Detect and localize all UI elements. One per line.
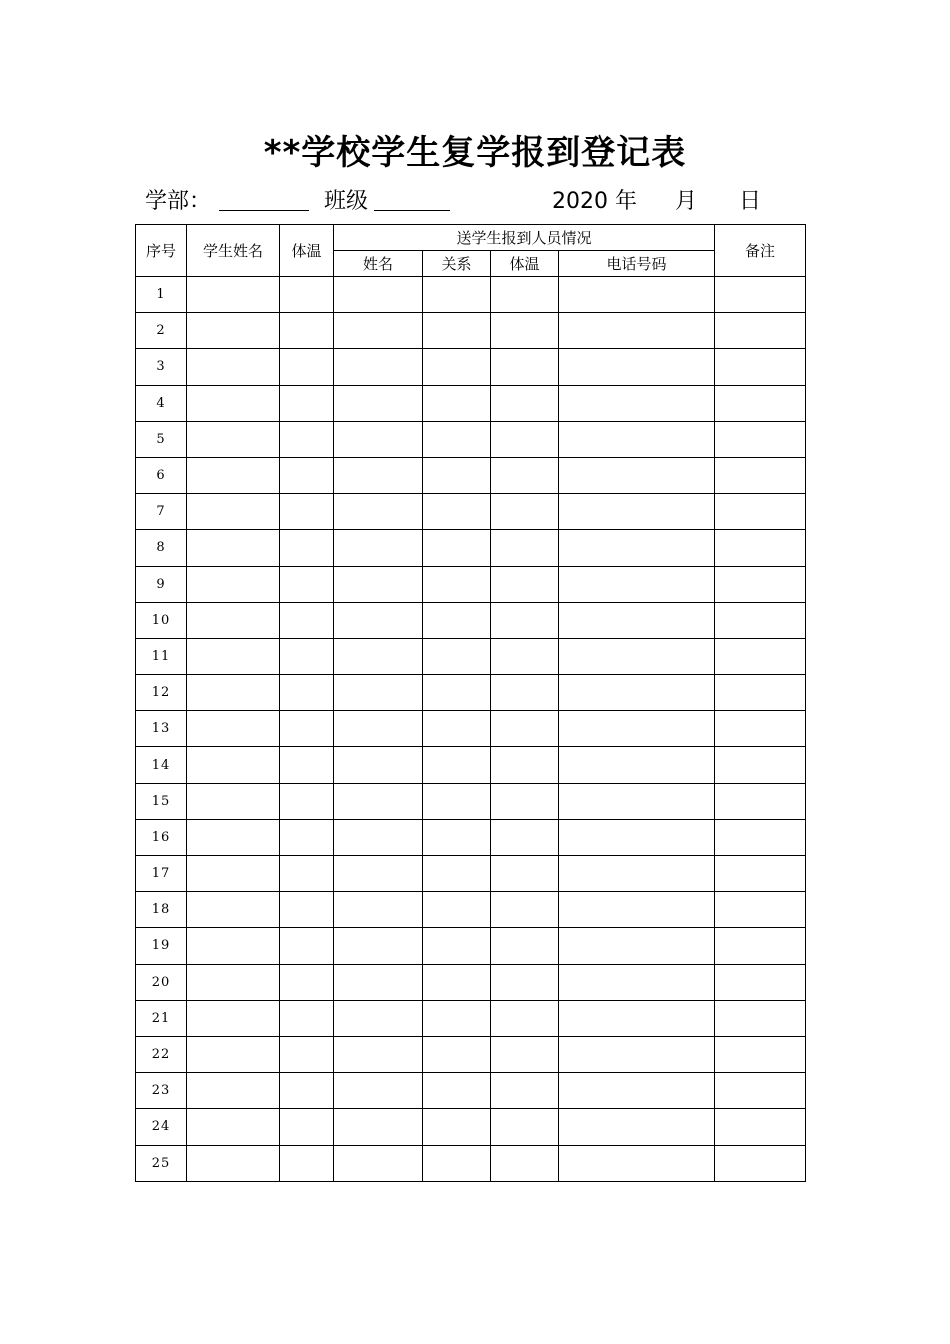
escort-temperature-cell[interactable] (491, 602, 559, 638)
escort-name-cell[interactable] (334, 783, 423, 819)
escort-phone-cell[interactable] (559, 1073, 715, 1109)
escort-phone-cell[interactable] (559, 602, 715, 638)
row-number: 9 (136, 566, 187, 602)
escort-name-cell[interactable] (334, 457, 423, 493)
escort-temperature-cell[interactable] (491, 349, 559, 385)
escort-temperature-cell[interactable] (491, 1000, 559, 1036)
escort-temperature-cell[interactable] (491, 1036, 559, 1072)
escort-relation-cell[interactable] (423, 1073, 491, 1109)
class-label: 班级 (324, 189, 369, 214)
temperature-cell[interactable] (280, 421, 334, 457)
escort-temperature-cell[interactable] (491, 530, 559, 566)
escort-name-cell[interactable] (334, 638, 423, 674)
escort-name-cell[interactable] (334, 530, 423, 566)
student-name-cell[interactable] (187, 1145, 280, 1181)
escort-relation-cell[interactable] (423, 638, 491, 674)
temperature-cell[interactable] (280, 747, 334, 783)
temperature-cell[interactable] (280, 1109, 334, 1145)
row-number: 7 (136, 494, 187, 530)
student-name-cell[interactable] (187, 530, 280, 566)
row-number: 24 (136, 1109, 187, 1145)
escort-phone-cell[interactable] (559, 856, 715, 892)
temperature-cell[interactable] (280, 819, 334, 855)
row-number: 6 (136, 457, 187, 493)
row-number: 20 (136, 964, 187, 1000)
temperature-cell[interactable] (280, 494, 334, 530)
temperature-cell[interactable] (280, 783, 334, 819)
escort-phone-cell[interactable] (559, 747, 715, 783)
temperature-cell[interactable] (280, 530, 334, 566)
escort-phone-cell[interactable] (559, 928, 715, 964)
temperature-cell[interactable] (280, 675, 334, 711)
temperature-cell[interactable] (280, 711, 334, 747)
remarks-cell[interactable] (715, 675, 806, 711)
temperature-cell[interactable] (280, 457, 334, 493)
remarks-cell[interactable] (715, 602, 806, 638)
temperature-cell[interactable] (280, 1000, 334, 1036)
table-row (136, 964, 806, 1000)
row-number: 23 (136, 1073, 187, 1109)
table-row (136, 1145, 806, 1181)
student-name-cell[interactable] (187, 421, 280, 457)
temperature-cell[interactable] (280, 928, 334, 964)
student-name-cell[interactable] (187, 349, 280, 385)
escort-temperature-cell[interactable] (491, 892, 559, 928)
escort-relation-cell[interactable] (423, 711, 491, 747)
escort-temperature-cell[interactable] (491, 277, 559, 313)
remarks-cell[interactable] (715, 638, 806, 674)
table-row (136, 856, 806, 892)
escort-name-cell[interactable] (334, 711, 423, 747)
remarks-cell[interactable] (715, 964, 806, 1000)
student-name-cell[interactable] (187, 457, 280, 493)
remarks-cell[interactable] (715, 928, 806, 964)
month-label: 月 (675, 189, 698, 214)
table-row (136, 313, 806, 349)
escort-phone-cell[interactable] (559, 783, 715, 819)
header-escort-temperature: 体温 (491, 251, 559, 277)
escort-relation-cell[interactable] (423, 457, 491, 493)
student-name-cell[interactable] (187, 747, 280, 783)
row-number: 19 (136, 928, 187, 964)
escort-name-cell[interactable] (334, 747, 423, 783)
escort-relation-cell[interactable] (423, 277, 491, 313)
row-number: 14 (136, 747, 187, 783)
header-escort-relation: 关系 (423, 251, 491, 277)
escort-relation-cell[interactable] (423, 1036, 491, 1072)
header-temperature: 体温 (280, 225, 334, 277)
table-row (136, 928, 806, 964)
table-row (136, 602, 806, 638)
escort-name-cell[interactable] (334, 1036, 423, 1072)
student-name-cell[interactable] (187, 494, 280, 530)
temperature-cell[interactable] (280, 313, 334, 349)
table-row (136, 421, 806, 457)
student-name-cell[interactable] (187, 602, 280, 638)
escort-temperature-cell[interactable] (491, 566, 559, 602)
escort-name-cell[interactable] (334, 1073, 423, 1109)
escort-phone-cell[interactable] (559, 892, 715, 928)
escort-temperature-cell[interactable] (491, 1073, 559, 1109)
escort-name-cell[interactable] (334, 892, 423, 928)
escort-phone-cell[interactable] (559, 277, 715, 313)
registration-table (135, 224, 806, 1182)
escort-relation-cell[interactable] (423, 747, 491, 783)
student-name-cell[interactable] (187, 783, 280, 819)
form-title: **学校学生复学报到登记表 (263, 133, 687, 173)
escort-phone-cell[interactable] (559, 1109, 715, 1145)
student-name-cell[interactable] (187, 385, 280, 421)
escort-name-cell[interactable] (334, 421, 423, 457)
escort-temperature-cell[interactable] (491, 856, 559, 892)
escort-temperature-cell[interactable] (491, 1145, 559, 1181)
escort-temperature-cell[interactable] (491, 819, 559, 855)
header-seq: 序号 (136, 225, 187, 277)
escort-temperature-cell[interactable] (491, 928, 559, 964)
remarks-cell[interactable] (715, 457, 806, 493)
row-number: 22 (136, 1036, 187, 1072)
escort-temperature-cell[interactable] (491, 747, 559, 783)
row-number: 5 (136, 421, 187, 457)
escort-temperature-cell[interactable] (491, 638, 559, 674)
escort-name-cell[interactable] (334, 1000, 423, 1036)
escort-phone-cell[interactable] (559, 530, 715, 566)
row-number: 11 (136, 638, 187, 674)
escort-relation-cell[interactable] (423, 928, 491, 964)
temperature-cell[interactable] (280, 1036, 334, 1072)
remarks-cell[interactable] (715, 385, 806, 421)
escort-relation-cell[interactable] (423, 1000, 491, 1036)
escort-name-cell[interactable] (334, 602, 423, 638)
escort-phone-cell[interactable] (559, 385, 715, 421)
table-row (136, 747, 806, 783)
student-name-cell[interactable] (187, 1036, 280, 1072)
escort-name-cell[interactable] (334, 277, 423, 313)
remarks-cell[interactable] (715, 530, 806, 566)
escort-temperature-cell[interactable] (491, 494, 559, 530)
escort-name-cell[interactable] (334, 856, 423, 892)
escort-phone-cell[interactable] (559, 494, 715, 530)
escort-temperature-cell[interactable] (491, 783, 559, 819)
escort-temperature-cell[interactable] (491, 421, 559, 457)
temperature-cell[interactable] (280, 892, 334, 928)
header-escort-group: 送学生报到人员情况 (334, 225, 715, 251)
escort-phone-cell[interactable] (559, 638, 715, 674)
remarks-cell[interactable] (715, 313, 806, 349)
table-row (136, 675, 806, 711)
escort-name-cell[interactable] (334, 494, 423, 530)
escort-temperature-cell[interactable] (491, 385, 559, 421)
student-name-cell[interactable] (187, 964, 280, 1000)
temperature-cell[interactable] (280, 602, 334, 638)
escort-phone-cell[interactable] (559, 675, 715, 711)
table-row (136, 494, 806, 530)
remarks-cell[interactable] (715, 566, 806, 602)
temperature-cell[interactable] (280, 856, 334, 892)
escort-name-cell[interactable] (334, 385, 423, 421)
escort-relation-cell[interactable] (423, 675, 491, 711)
escort-phone-cell[interactable] (559, 421, 715, 457)
row-number: 4 (136, 385, 187, 421)
escort-relation-cell[interactable] (423, 530, 491, 566)
year-text: 2020 年 (552, 189, 637, 214)
remarks-cell[interactable] (715, 1036, 806, 1072)
escort-relation-cell[interactable] (423, 313, 491, 349)
row-number: 10 (136, 602, 187, 638)
student-name-cell[interactable] (187, 1109, 280, 1145)
table-row (136, 892, 806, 928)
escort-phone-cell[interactable] (559, 964, 715, 1000)
escort-phone-cell[interactable] (559, 1145, 715, 1181)
remarks-cell[interactable] (715, 819, 806, 855)
row-number: 8 (136, 530, 187, 566)
row-number: 1 (136, 277, 187, 313)
table-row (136, 1000, 806, 1036)
escort-relation-cell[interactable] (423, 602, 491, 638)
day-label: 日 (739, 189, 762, 214)
temperature-cell[interactable] (280, 964, 334, 1000)
table-row (136, 638, 806, 674)
row-number: 17 (136, 856, 187, 892)
table-row (136, 711, 806, 747)
remarks-cell[interactable] (715, 747, 806, 783)
escort-name-cell[interactable] (334, 1109, 423, 1145)
row-number: 18 (136, 892, 187, 928)
student-name-cell[interactable] (187, 928, 280, 964)
student-name-cell[interactable] (187, 856, 280, 892)
table-row (136, 385, 806, 421)
header-student-name: 学生姓名 (187, 225, 280, 277)
temperature-cell[interactable] (280, 1073, 334, 1109)
student-name-cell[interactable] (187, 566, 280, 602)
escort-name-cell[interactable] (334, 964, 423, 1000)
table-row (136, 530, 806, 566)
escort-relation-cell[interactable] (423, 892, 491, 928)
table-row (136, 1109, 806, 1145)
escort-relation-cell[interactable] (423, 856, 491, 892)
remarks-cell[interactable] (715, 783, 806, 819)
row-number: 2 (136, 313, 187, 349)
student-name-cell[interactable] (187, 892, 280, 928)
escort-temperature-cell[interactable] (491, 313, 559, 349)
student-name-cell[interactable] (187, 711, 280, 747)
escort-phone-cell[interactable] (559, 313, 715, 349)
remarks-cell[interactable] (715, 1073, 806, 1109)
escort-temperature-cell[interactable] (491, 1109, 559, 1145)
remarks-cell[interactable] (715, 494, 806, 530)
escort-relation-cell[interactable] (423, 349, 491, 385)
remarks-cell[interactable] (715, 856, 806, 892)
header-remarks: 备注 (715, 225, 806, 277)
escort-relation-cell[interactable] (423, 783, 491, 819)
remarks-cell[interactable] (715, 1000, 806, 1036)
row-number: 3 (136, 349, 187, 385)
escort-phone-cell[interactable] (559, 1000, 715, 1036)
escort-relation-cell[interactable] (423, 421, 491, 457)
dept-label: 学部： (145, 189, 212, 214)
temperature-cell[interactable] (280, 277, 334, 313)
escort-name-cell[interactable] (334, 819, 423, 855)
table-row (136, 566, 806, 602)
table-row (136, 349, 806, 385)
escort-name-cell[interactable] (334, 313, 423, 349)
escort-relation-cell[interactable] (423, 1109, 491, 1145)
temperature-cell[interactable] (280, 638, 334, 674)
escort-phone-cell[interactable] (559, 349, 715, 385)
escort-phone-cell[interactable] (559, 566, 715, 602)
remarks-cell[interactable] (715, 1109, 806, 1145)
table-row (136, 783, 806, 819)
remarks-cell[interactable] (715, 1145, 806, 1181)
student-name-cell[interactable] (187, 819, 280, 855)
escort-name-cell[interactable] (334, 566, 423, 602)
row-number: 25 (136, 1145, 187, 1181)
escort-relation-cell[interactable] (423, 566, 491, 602)
row-number: 12 (136, 675, 187, 711)
temperature-cell[interactable] (280, 566, 334, 602)
table-row (136, 277, 806, 313)
row-number: 15 (136, 783, 187, 819)
escort-name-cell[interactable] (334, 928, 423, 964)
escort-temperature-cell[interactable] (491, 457, 559, 493)
temperature-cell[interactable] (280, 385, 334, 421)
remarks-cell[interactable] (715, 277, 806, 313)
row-number: 16 (136, 819, 187, 855)
temperature-cell[interactable] (280, 1145, 334, 1181)
student-name-cell[interactable] (187, 675, 280, 711)
escort-name-cell[interactable] (334, 675, 423, 711)
student-name-cell[interactable] (187, 1000, 280, 1036)
table-body (136, 277, 806, 1182)
table-row (136, 457, 806, 493)
escort-phone-cell[interactable] (559, 457, 715, 493)
table-row (136, 1036, 806, 1072)
escort-temperature-cell[interactable] (491, 711, 559, 747)
header-escort-phone: 电话号码 (559, 251, 715, 277)
remarks-cell[interactable] (715, 349, 806, 385)
remarks-cell[interactable] (715, 711, 806, 747)
escort-temperature-cell[interactable] (491, 675, 559, 711)
header-escort-name: 姓名 (334, 251, 423, 277)
table-row (136, 1073, 806, 1109)
student-name-cell[interactable] (187, 277, 280, 313)
escort-name-cell[interactable] (334, 349, 423, 385)
escort-relation-cell[interactable] (423, 964, 491, 1000)
temperature-cell[interactable] (280, 349, 334, 385)
escort-temperature-cell[interactable] (491, 964, 559, 1000)
remarks-cell[interactable] (715, 892, 806, 928)
student-name-cell[interactable] (187, 313, 280, 349)
row-number: 13 (136, 711, 187, 747)
student-name-cell[interactable] (187, 1073, 280, 1109)
escort-phone-cell[interactable] (559, 819, 715, 855)
row-number: 21 (136, 1000, 187, 1036)
escort-relation-cell[interactable] (423, 385, 491, 421)
escort-relation-cell[interactable] (423, 819, 491, 855)
escort-relation-cell[interactable] (423, 494, 491, 530)
remarks-cell[interactable] (715, 421, 806, 457)
escort-phone-cell[interactable] (559, 711, 715, 747)
escort-phone-cell[interactable] (559, 1036, 715, 1072)
escort-relation-cell[interactable] (423, 1145, 491, 1181)
form-info-row (0, 184, 950, 220)
escort-name-cell[interactable] (334, 1145, 423, 1181)
table-row (136, 819, 806, 855)
student-name-cell[interactable] (187, 638, 280, 674)
